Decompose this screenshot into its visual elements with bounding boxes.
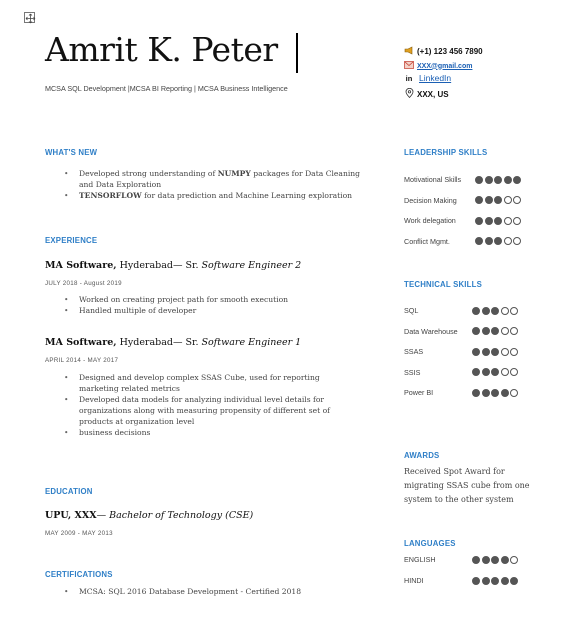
skill-rating	[472, 368, 520, 376]
rating-dot-filled-icon	[482, 348, 490, 356]
rating-dot-filled-icon	[472, 368, 480, 376]
education-heading: EDUCATION	[45, 487, 93, 496]
list-item[interactable]: • Developed data models for analyzing individual level details for organizations along with measuring propensity of different set of products at organization level	[64, 394, 384, 427]
skill-label: SQL	[404, 306, 419, 315]
rating-dot-filled-icon	[482, 556, 490, 564]
certifications-heading: CERTIFICATIONS	[45, 570, 113, 579]
rating-dot-filled-icon	[501, 389, 509, 397]
rating-dot-filled-icon	[482, 577, 490, 585]
leadership-heading: LEADERSHIP SKILLS	[404, 148, 488, 157]
rating-dot-empty-icon	[501, 327, 509, 335]
rating-dot-filled-icon	[513, 176, 521, 184]
skill-label: SSAS	[404, 347, 424, 356]
whats-new-heading: WHAT'S NEW	[45, 148, 98, 157]
education-entry[interactable]: UPU, XXX— Bachelor of Technology (CSE)	[45, 510, 254, 521]
megaphone-icon	[404, 46, 414, 57]
skill-rating	[475, 196, 523, 204]
rating-dot-filled-icon	[491, 368, 499, 376]
skill-row[interactable]	[404, 306, 520, 315]
skill-row[interactable]	[404, 388, 520, 397]
rating-dot-empty-icon	[501, 307, 509, 315]
rating-dot-empty-icon	[504, 217, 512, 225]
rating-dot-empty-icon	[510, 389, 518, 397]
rating-dot-filled-icon	[482, 327, 490, 335]
rating-dot-filled-icon	[485, 176, 493, 184]
rating-dot-empty-icon	[513, 217, 521, 225]
languages-heading: LANGUAGES	[404, 539, 456, 548]
skill-rating	[472, 327, 520, 335]
rating-dot-filled-icon	[491, 389, 499, 397]
list-item[interactable]: • Designed and develop complex SSAS Cube, used for reporting marketing related metrics	[64, 372, 384, 394]
skill-row[interactable]	[404, 216, 523, 225]
skill-row[interactable]	[404, 237, 523, 246]
skill-row[interactable]	[404, 196, 523, 205]
job-bullets-2[interactable]	[64, 372, 384, 438]
skill-label: SSIS	[404, 367, 421, 377]
rating-dot-filled-icon	[475, 217, 483, 225]
linkedin-icon: in	[405, 73, 413, 83]
job-dates-2: APRIL 2014 - MAY 2017	[45, 357, 119, 364]
skill-label: Motivational Skills	[404, 175, 462, 184]
rating-dot-filled-icon	[472, 327, 480, 335]
phone-text: (+1) 123 456 7890	[417, 47, 483, 56]
awards-heading: AWARDS	[404, 451, 440, 460]
skill-rating	[472, 348, 520, 356]
rating-dot-filled-icon	[475, 237, 483, 245]
job-bullets-1[interactable]	[64, 294, 384, 316]
rating-dot-empty-icon	[513, 196, 521, 204]
rating-dot-empty-icon	[510, 348, 518, 356]
rating-dot-filled-icon	[504, 176, 512, 184]
skill-label: HINDI	[404, 576, 424, 585]
skill-row[interactable]	[404, 175, 523, 184]
list-item[interactable]: • business decisions	[64, 427, 384, 438]
envelope-icon	[404, 61, 414, 71]
rating-dot-empty-icon	[501, 368, 509, 376]
resume-name[interactable]: Amrit K. Peter	[45, 30, 278, 69]
rating-dot-filled-icon	[494, 196, 502, 204]
contact-phone[interactable]	[404, 46, 483, 57]
rating-dot-filled-icon	[472, 307, 480, 315]
rating-dot-filled-icon	[485, 237, 493, 245]
rating-dot-filled-icon	[472, 389, 480, 397]
skill-rating	[475, 237, 523, 245]
rating-dot-filled-icon	[501, 577, 509, 585]
skill-rating	[472, 307, 520, 315]
education-dates: MAY 2009 - MAY 2013	[45, 530, 113, 537]
email-link[interactable]: XXX@gmail.com	[417, 62, 473, 70]
rating-dot-empty-icon	[504, 196, 512, 204]
rating-dot-empty-icon	[510, 556, 518, 564]
certifications-list[interactable]	[64, 586, 384, 597]
rating-dot-filled-icon	[482, 368, 490, 376]
list-item[interactable]: • Developed strong understanding of NUMPY packages for Data Cleaning and Data Exploration	[64, 168, 384, 190]
whats-new-list[interactable]	[64, 168, 384, 201]
text-cursor	[296, 33, 298, 73]
rating-dot-filled-icon	[472, 577, 480, 585]
job-title-2[interactable]: MA Software, Hyderabad— Sr. Software Engineer 1	[45, 337, 302, 348]
rating-dot-filled-icon	[475, 176, 483, 184]
rating-dot-empty-icon	[510, 368, 518, 376]
job-title-1[interactable]: MA Software, Hyderabad— Sr. Software Engineer 2	[45, 260, 302, 271]
rating-dot-filled-icon	[491, 556, 499, 564]
rating-dot-filled-icon	[485, 196, 493, 204]
skill-rating	[472, 389, 520, 397]
skill-row[interactable]	[404, 347, 520, 356]
list-item[interactable]: • Handled multiple of developer	[64, 305, 384, 316]
contact-linkedin[interactable]	[404, 73, 451, 83]
skill-label: ENGLISH	[404, 555, 436, 564]
skill-label: Work delegation	[404, 216, 456, 225]
rating-dot-filled-icon	[475, 196, 483, 204]
location-text: XXX, US	[417, 89, 449, 99]
rating-dot-filled-icon	[510, 577, 518, 585]
rating-dot-filled-icon	[472, 556, 480, 564]
job-dates-1: JULY 2018 - August 2019	[45, 280, 122, 287]
rating-dot-filled-icon	[491, 348, 499, 356]
experience-heading: EXPERIENCE	[45, 236, 98, 245]
awards-text[interactable]: Received Spot Award for migrating SSAS cube from one system to the other system	[404, 467, 530, 504]
rating-dot-filled-icon	[501, 556, 509, 564]
skill-label: Decision Making	[404, 195, 457, 205]
rating-dot-filled-icon	[494, 176, 502, 184]
skill-rating	[472, 577, 520, 585]
rating-dot-filled-icon	[491, 577, 499, 585]
list-item[interactable]: • TENSORFLOW for data prediction and Machine Learning exploration	[64, 190, 384, 201]
rating-dot-empty-icon	[510, 327, 518, 335]
rating-dot-filled-icon	[472, 348, 480, 356]
rating-dot-filled-icon	[485, 217, 493, 225]
table-move-handle-icon[interactable]	[24, 12, 35, 23]
skill-label: Conflict Mgmt.	[404, 236, 450, 246]
rating-dot-empty-icon	[501, 348, 509, 356]
rating-dot-filled-icon	[482, 307, 490, 315]
skill-rating	[475, 176, 523, 184]
skill-row[interactable]	[404, 327, 520, 336]
rating-dot-filled-icon	[491, 327, 499, 335]
skill-label: Data Warehouse	[404, 326, 458, 336]
contact-email[interactable]	[404, 61, 472, 71]
skill-row[interactable]	[404, 576, 520, 585]
rating-dot-empty-icon	[504, 237, 512, 245]
resume-subtitle[interactable]: MCSA SQL Development |MCSA BI Reporting | MCSA Business Intelligence	[45, 84, 288, 93]
skill-rating	[475, 217, 523, 225]
rating-dot-filled-icon	[482, 389, 490, 397]
linkedin-link[interactable]: LinkedIn	[419, 73, 452, 83]
rating-dot-filled-icon	[494, 217, 502, 225]
list-item[interactable]: • Worked on creating project path for smooth execution	[64, 294, 384, 305]
rating-dot-empty-icon	[513, 237, 521, 245]
contact-location[interactable]	[404, 88, 449, 100]
technical-heading: TECHNICAL SKILLS	[404, 280, 482, 289]
rating-dot-filled-icon	[494, 237, 502, 245]
skill-label: Power BI	[404, 388, 434, 397]
skill-row[interactable]	[404, 555, 520, 564]
rating-dot-filled-icon	[491, 307, 499, 315]
location-pin-icon	[404, 88, 414, 100]
skill-rating	[472, 556, 520, 564]
rating-dot-empty-icon	[510, 307, 518, 315]
list-item[interactable]: • MCSA: SQL 2016 Database Development - Certified 2018	[64, 586, 384, 597]
skill-row[interactable]	[404, 368, 520, 377]
